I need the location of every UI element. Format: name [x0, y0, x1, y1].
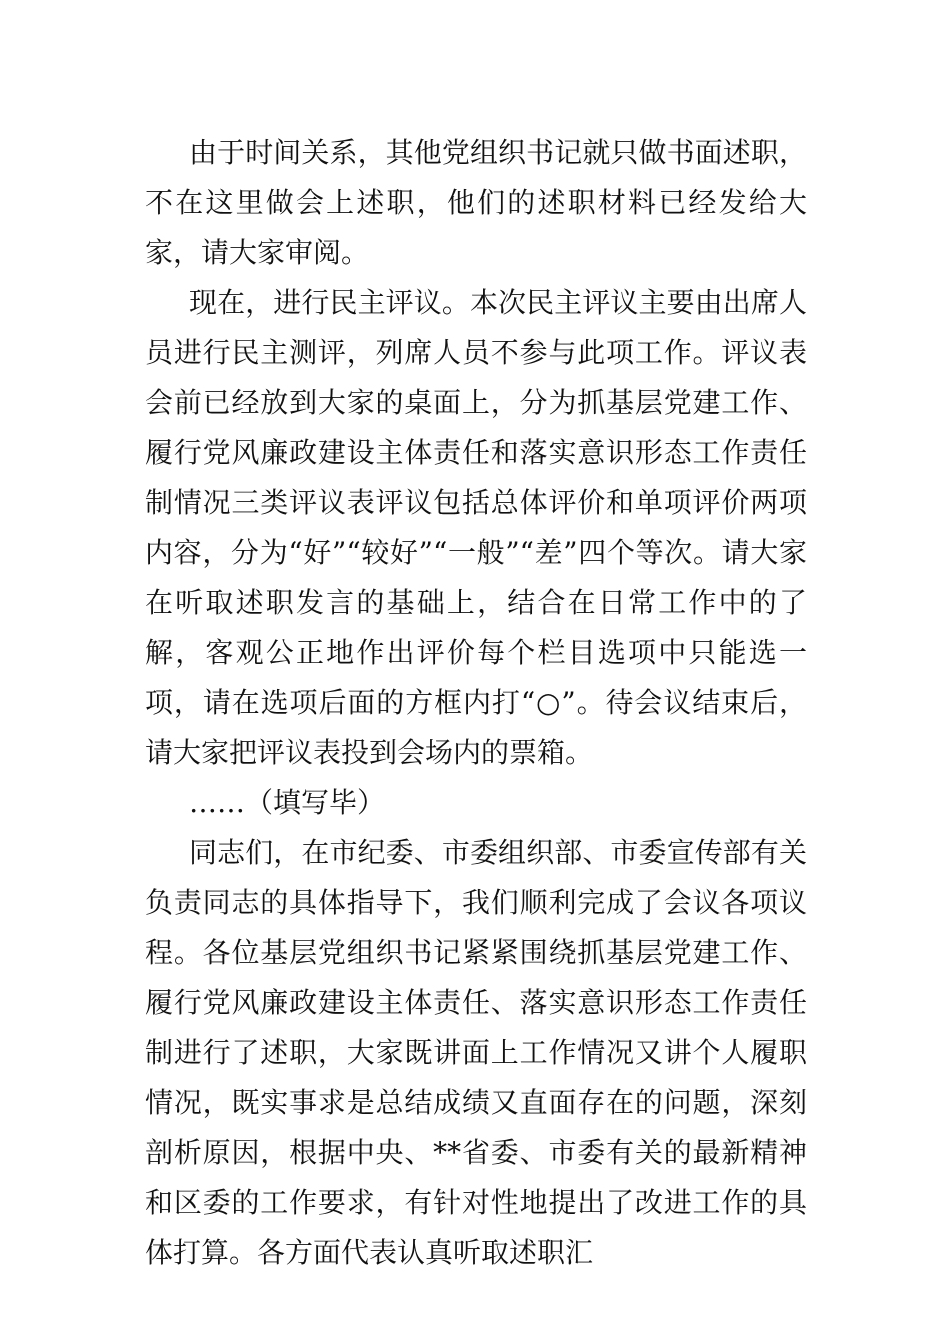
- paragraph-meeting-summary: 同志们，在市纪委、市委组织部、市委宣传部有关负责同志的具体指导下，我们顺利完成了会议各项议程。各位基层党组织书记紧紧围绕抓基层党建工作、履行党风廉政建设主体责任、落实意识形态工作责任制进行了述职，大家既讲面上工作情况又讲个人履职情况，既实事求是总结成绩又直面存在的问题，深刻剖析原因，根据中央、**省委、市委有关的最新精神和区委的工作要求，有针对性地提出了改进工作的具体打算。各方面代表认真听取述职汇: [145, 836, 807, 1269]
- paragraph-democratic-evaluation: 现在，进行民主评议。本次民主评议主要由出席人员进行民主测评，列席人员不参与此项工作。评议表会前已经放到大家的桌面上，分为抓基层党建工作、履行党风廉政建设主体责任和落实意识形态工作责任制情况三类评议表评议包括总体评价和单项评价两项内容，分为“好”“较好”“一般”“差”四个等次。请大家在听取述职发言的基础上，结合在日常工作中的了解，客观公正地作出评价每个栏目选项中只能选一项，请在选项后面的方框内打“○”。待会议结束后，请大家把评议表投到会场内的票箱。: [145, 286, 807, 769]
- paragraph-filling-complete: ……（填写毕）: [189, 786, 386, 819]
- document-body: [145, 128, 807, 1278]
- paragraph-written-report-notice: 由于时间关系，其他党组织书记就只做书面述职，不在这里做会上述职，他们的述职材料已经发给大家，请大家审阅。: [145, 136, 807, 269]
